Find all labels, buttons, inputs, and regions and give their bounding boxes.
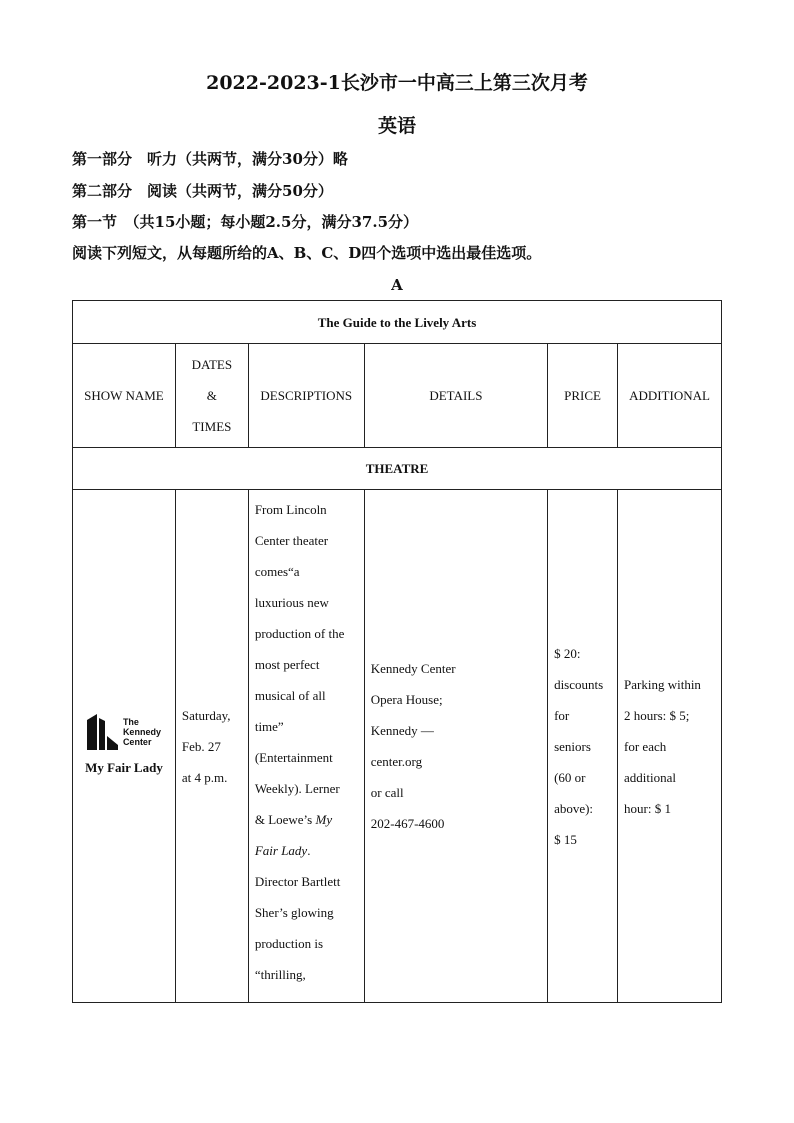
table-row xyxy=(73,490,722,1003)
header-price: PRICE xyxy=(548,344,618,448)
header-descriptions: DESCRIPTIONS xyxy=(248,344,364,448)
kennedy-center-logo xyxy=(79,714,169,750)
description-show-title: My Fair Lady xyxy=(254,812,333,858)
description-cell xyxy=(248,490,364,1003)
show-name-cell xyxy=(73,490,176,1003)
header-details: DETAILS xyxy=(364,344,547,448)
logo-text: The Kennedy Center xyxy=(122,717,161,747)
table-caption-row xyxy=(73,301,722,344)
table-header-row xyxy=(73,344,722,448)
part-two-heading: 第二部分 阅读（共两节，满分50分） xyxy=(72,182,333,200)
lively-arts-table xyxy=(72,300,722,1003)
header-dates-times: DATES & TIMES xyxy=(175,344,248,448)
exam-subject: 英语 xyxy=(377,115,416,137)
passage-label: A xyxy=(391,276,403,294)
table-caption: The Guide to the Lively Arts xyxy=(73,301,722,344)
header-show-name: SHOW NAME xyxy=(73,344,176,448)
dates-cell: Saturday, Feb. 27 at 4 p.m. xyxy=(175,490,248,1003)
part-one-heading: 第一部分 听力（共两节，满分30分）略 xyxy=(72,150,348,168)
kennedy-center-logo-icon xyxy=(87,714,119,750)
details-cell: Kennedy Center Opera House; Kennedy — center.org or call 202-467-4600 xyxy=(364,490,547,1003)
section-one-heading: 第一节 （共15小题；每小题2.5分，满分37.5分） xyxy=(72,213,419,231)
description-text-continued: . Director Bartlett Sher’s glowing production is “thrilling, xyxy=(254,843,341,982)
show-name: My Fair Lady xyxy=(85,760,163,775)
exam-title: 2022-2023-1长沙市一中高三上第三次月考 xyxy=(206,72,588,94)
section-theatre: THEATRE xyxy=(73,448,722,490)
section-row xyxy=(73,448,722,490)
instruction-text: 阅读下列短文，从每题所给的A、B、C、D四个选项中选出最佳选项。 xyxy=(72,244,542,262)
additional-cell: Parking within 2 hours: $ 5; for each additional hour: $ 1 xyxy=(618,490,722,1003)
description-text: From Lincoln Center theater comes“a luxurious new production of the most perfect musical of all time” (Entertainment Weekly). Lerner & Loewe’s xyxy=(254,502,345,827)
price-cell: $ 20: discounts for seniors (60 or above): $ 15 xyxy=(548,490,618,1003)
header-additional: ADDITIONAL xyxy=(618,344,722,448)
